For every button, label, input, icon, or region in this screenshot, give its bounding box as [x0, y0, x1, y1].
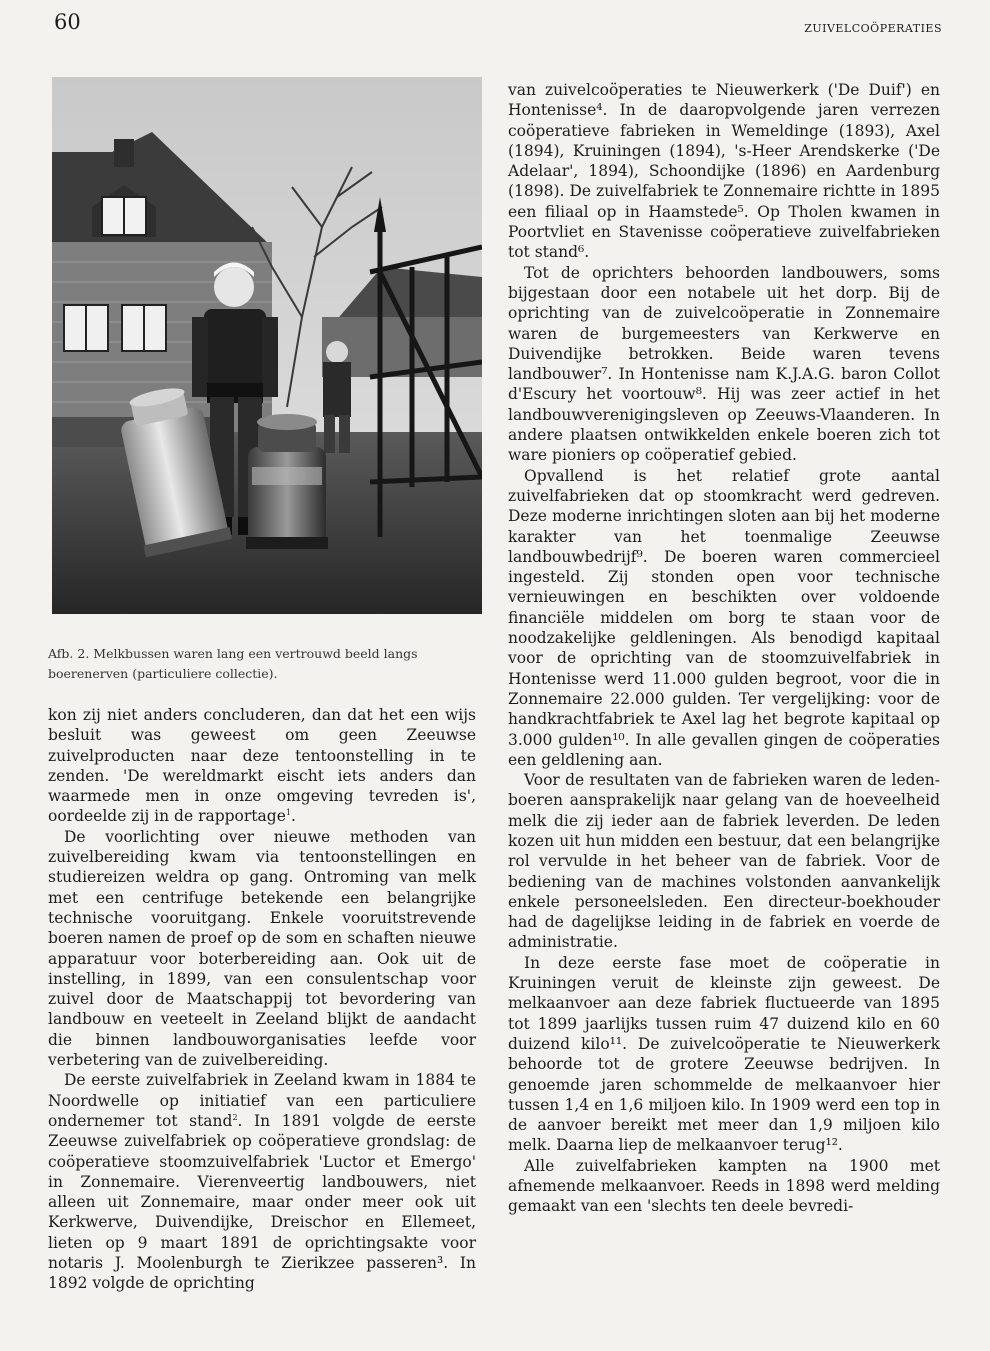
paragraph: De voorlichting over nieuwe methoden van zuivelbereiding kwam via tentoonstellingen en studiereizen weldra op gang. Ontroming van melk met een centrifuge betekende een belangrijke technische vooruitgang. Enkele vooruitstrevende boeren namen de proef op de som en schaften nieuwe apparatuur voor boterbereiding aan. Ook uit de instelling, in 1899, van een consulentschap voor zuivel door de Maatschappij tot bevordering van landbouw en veeteelt in Zeeland blijkt de aandacht die binnen landbouworganisaties leefde voor verbetering van de zuivelbereiding.: [48, 827, 476, 1070]
paragraph: Alle zuivelfabrieken kampten na 1900 met afnemende melkaanvoer. Reeds in 1898 werd melding gemaakt van een 'slechts ten deele bevredi-: [508, 1156, 940, 1216]
paragraph: Opvallend is het relatief grote aantal zuivelfabrieken dat op stoomkracht werd gedreven. Deze moderne inrichtingen sloten aan bij het moderne karakter van het toenmalige Zeeuwse landbouwbedrijf⁹. De boeren waren commercieel ingesteld. Zij stonden open voor technische vernieuwingen en beschikten over voldoende financiële middelen om borg te staan voor de noodzakelijke geldleningen. Als benodigd kapitaal voor de oprichting van de stoomzuivelfabriek in Hontenisse werd 11.000 gulden begroot, voor die in Zonnemaire 22.000 gulden. Ter vergelijking: voor de handkrachtfabriek te Axel lag het begrote kapitaal op 3.000 gulden¹⁰. In alle gevallen gingen de coöperaties een geldlening aan.: [508, 466, 940, 769]
paragraph: Tot de oprichters behoorden landbouwers, soms bijgestaan door een notabele uit het dorp. Bij de oprichting van de zuivelcoöperatie in Zonnemaire waren de burgemeesters van Kerkwerve en Duivendijke betrokken. Beide waren tevens landbouwer⁷. In Hontenisse nam K.J.A.G. baron Collot d'Escury het voortouw⁸. Hij was zeer actief in het landbouwverenigingsleven op Zeeuws-Vlaanderen. In andere plaatsen ontwikkelden enkele boeren zich tot ware pioniers op coöperatief gebied.: [508, 263, 940, 465]
photo-image: [52, 77, 482, 614]
paragraph: De eerste zuivelfabriek in Zeeland kwam in 1884 te Noordwelle op initiatief van een particuliere ondernemer tot stand$^2$. In 1891 volgde de eerste Zeeuwse zuivelfabriek op coöperatieve grondslag: de coöperatieve stoomzuivelfabriek 'Luctor et Emergo' in Zonnemaire. Vierenveertig landbouwers, niet alleen uit Zonnemaire, maar onder meer ook uit Kerkwerve, Duivendijke, Dreischor en Ellemeet, lieten op 9 maart 1891 de oprichtingsakte voor notaris J. Moolenburgh te Zierikzee passeren³. In 1892 volgde de oprichting: [48, 1071, 476, 1293]
left-column: [48, 705, 476, 1294]
paragraph: Voor de resultaten van de fabrieken waren de leden-boeren aansprakelijk naar gelang van de hoeveelheid melk die zij ieder aan de fabriek leverden. De leden kozen uit hun midden een bestuur, dat een belangrijke rol vervulde in het beheer van de fabriek. Voor de bediening van de machines volstonden aanvankelijk enkele personeelsleden. Een directeur-boekhouder had de dagelijkse leiding in de fabriek en voerde de administratie.: [508, 771, 940, 952]
photo-milk-cans: [52, 77, 482, 614]
right-column: [508, 80, 940, 1217]
paragraph: kon zij niet anders concluderen, dan dat het een wijs besluit was geweest om geen Zeeuwse zuivelproducten naar deze tentoonstelling in te zenden. 'De wereldmarkt eischt iets anders dan waarmede men in onze omgeving tevreden is', oordeelde zij in de rapportage$^1$.: [48, 706, 476, 826]
paragraph: In deze eerste fase moet de coöperatie in Kruiningen veruit de kleinste zijn geweest. De melkaanvoer aan deze fabriek fluctueerde van 1895 tot 1899 jaarlijks tussen ruim 47 duizend kilo en 60 duizend kilo¹¹. De zuivelcoöperatie te Nieuwerkerk behoorde tot de grotere Zeeuwse bedrijven. In genoemde jaren schommelde de melkaanvoer hier tussen 1,4 en 1,6 miljoen kilo. In 1909 werd een top in de aanvoer bereikt met meer dan 1,9 miljoen kilo melk. Daarna liep de melkaanvoer terug¹².: [508, 953, 940, 1155]
page-number: 60: [54, 10, 81, 34]
paragraph: van zuivelcoöperaties te Nieuwerkerk ('De Duif') en Hontenisse⁴. In de daaropvolgende jaren verrezen coöperatieve fabrieken in Wemeldinge (1893), Axel (1894), Kruiningen (1894), 's-Heer Arendskerke ('De Adelaar', 1894), Schoondijke (1896) en Aardenburg (1898). De zuivelfabriek te Zonnemaire richtte in 1895 een filiaal op in Haamstede⁵. Op Tholen kwamen in Poortvliet en Stavenisse coöperatieve zuivelfabrieken tot stand⁶.: [508, 81, 940, 262]
figure-caption: Afb. 2. Melkbussen waren lang een vertrouwd beeld langs boerenerven (particuliere collectie).: [48, 646, 418, 681]
running-title: ZUIVELCOÖPERATIES: [804, 22, 942, 35]
